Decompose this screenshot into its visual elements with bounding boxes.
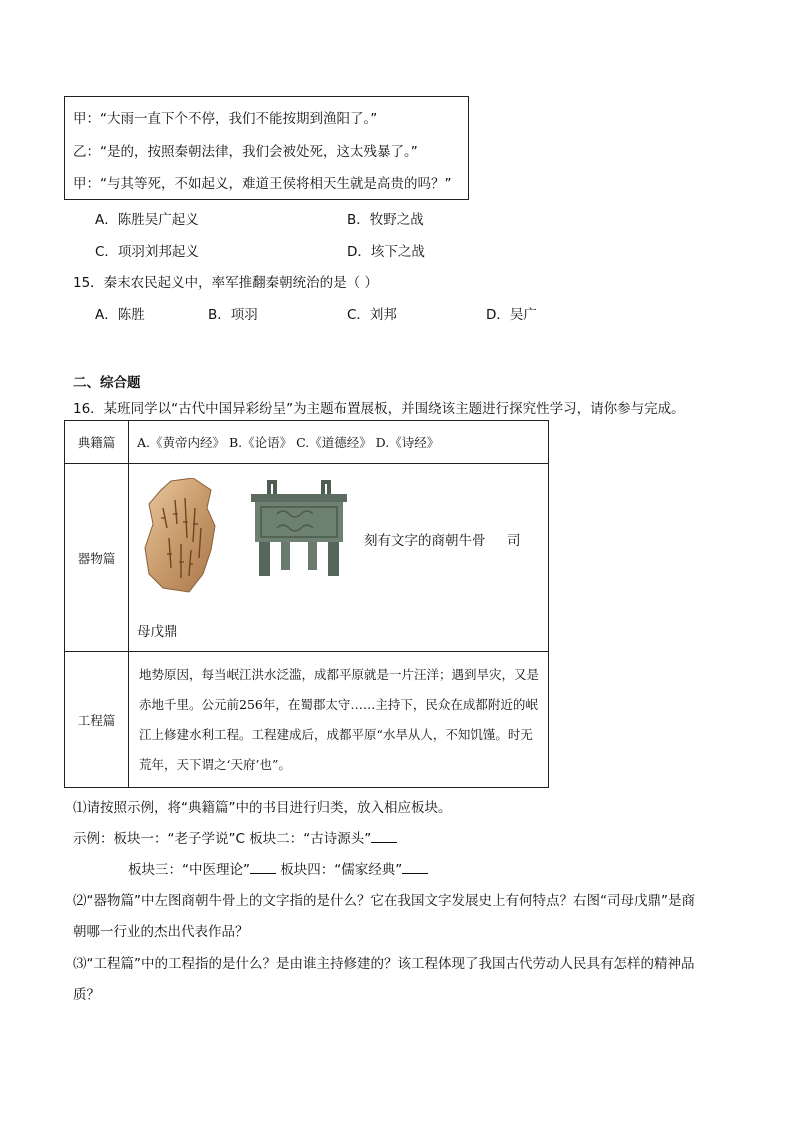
category-label: 器物篇: [65, 464, 129, 652]
option-b: B．牧野之战: [347, 212, 424, 228]
option-c: C．项羽刘邦起义: [95, 244, 199, 260]
sub-question-3: ⑶“工程篇”中的工程指的是什么？是由谁主持修建的？该工程体现了我国古代劳动人民具有怎样的精神品: [73, 956, 695, 972]
example-line: [128, 858, 428, 878]
option-d: D．垓下之战: [347, 244, 425, 260]
question-15-stem: 15．秦末农民起义中，率军推翻秦朝统治的是（ ）: [73, 275, 378, 291]
table-row: [65, 464, 549, 652]
example-line: [73, 827, 397, 847]
table-row: [65, 652, 549, 788]
artifact-cell: [129, 464, 549, 652]
oracle-bone-image: [141, 478, 221, 594]
project-description: 地势原因，每当岷江洪水泛滥，成都平原就是一片汪洋；遇到旱灾，又是赤地千里。公元前256年，在蜀郡太守……主持下，民众在成都附近的岷江上修建水利工程。工程建成后，成都平原“水旱从人，不知饥馑。时无荒年，天下谓之‘天府’也”。: [129, 652, 549, 788]
books-list: A.《黄帝内经》 B.《论语》 C.《道德经》 D.《诗经》: [129, 421, 549, 464]
section-title: 二、综合题: [73, 375, 141, 391]
dialogue-box: [64, 96, 469, 200]
answer-blank[interactable]: [402, 861, 428, 874]
oracle-bone-caption: 刻有文字的商朝牛骨: [364, 533, 486, 549]
sub-question-3-cont: 质？: [73, 987, 100, 1003]
option-a: A．陈胜吴广起义: [95, 212, 199, 228]
dialogue-line: 甲：“大雨一直下个不停，我们不能按期到渔阳了。”: [73, 111, 378, 127]
sub-question-1: ⑴请按照示例，将“典籍篇”中的书目进行归类，放入相应板块。: [73, 800, 452, 816]
ding-caption-part: 母戊鼎: [137, 624, 178, 640]
sub-question-2-cont: 朝哪一行业的杰出代表作品？: [73, 924, 249, 940]
dialogue-line: 甲：“与其等死，不如起义，难道王侯将相天生就是高贵的吗？”: [73, 176, 452, 192]
ding-vessel-image: [247, 476, 351, 580]
category-label: 典籍篇: [65, 421, 129, 464]
ding-caption-part: 司: [507, 533, 521, 549]
example-text: 示例：板块一：“老子学说”C 板块二：“古诗源头”: [73, 831, 372, 847]
option-c: C．刘邦: [347, 307, 397, 323]
exhibit-table: [64, 420, 549, 788]
option-a: A．陈胜: [95, 307, 145, 323]
example-text: 板块四：“儒家经典”: [280, 862, 403, 878]
sub-question-2: ⑵“器物篇”中左图商朝牛骨上的文字指的是什么？它在我国文字发展史上有何特点？右图“司母戊鼎”是商: [73, 893, 695, 909]
option-d: D．吴广: [486, 307, 537, 323]
example-text: 板块三：“中医理论”: [128, 862, 250, 878]
table-row: [65, 421, 549, 464]
category-label: 工程篇: [65, 652, 129, 788]
dialogue-line: 乙：“是的，按照秦朝法律，我们会被处死，这太残暴了。”: [73, 144, 418, 160]
option-b: B．项羽: [208, 307, 258, 323]
answer-blank[interactable]: [250, 861, 276, 874]
question-16-stem: 16．某班同学以“古代中国异彩纷呈”为主题布置展板，并围绕该主题进行探究性学习，请你参与完成。: [73, 401, 685, 417]
answer-blank[interactable]: [371, 830, 397, 843]
